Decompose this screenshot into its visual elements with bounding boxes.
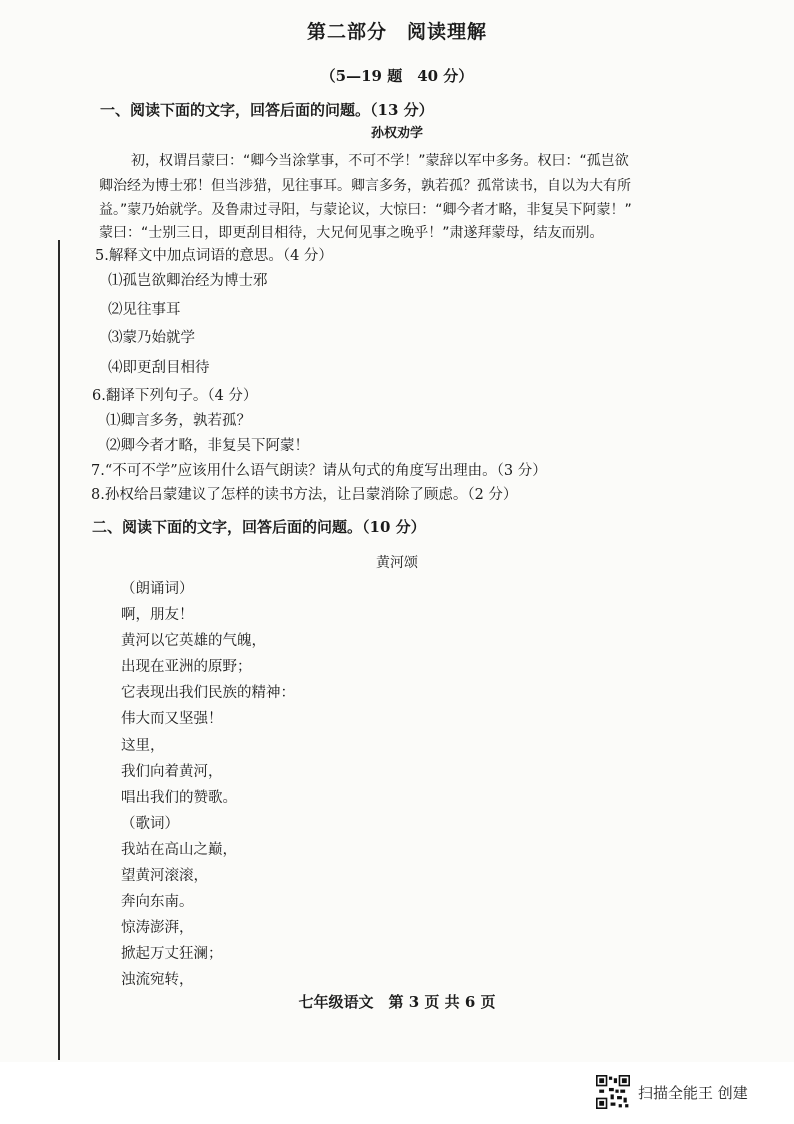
poem-line: 浊流宛转， (121, 972, 194, 988)
section2-heading: 二、阅读下面的文字，回答后面的问题。（10 分） (92, 518, 426, 536)
page-footer: 七年级语文 第 3 页 共 6 页 (298, 993, 496, 1011)
section2-passage-title: 黄河颂 (376, 555, 418, 571)
poem-line: （朗诵词） (121, 581, 194, 597)
question-6: 6.翻译下列句子。（4 分） (92, 388, 258, 404)
poem-line: 它表现出我们民族的精神： (121, 685, 295, 701)
poem-line: 我站在高山之巅， (121, 842, 237, 858)
section1-heading: 一、阅读下面的文字，回答后面的问题。（13 分） (100, 101, 434, 119)
question-5-item: ⑷即更刮目相待 (108, 360, 210, 376)
qr-code-icon (596, 1075, 630, 1109)
poem-line: 啊，朋友！ (121, 607, 194, 623)
watermark-text: 扫描全能王 创建 (638, 1083, 748, 1102)
question-6-item: ⑵卿今者才略，非复吴下阿蒙！ (106, 438, 309, 454)
question-5-item: ⑴孤岂欲卿治经为博士邪 (108, 273, 268, 289)
poem-line: 伟大而又坚强！ (121, 711, 223, 727)
poem-line: 出现在亚洲的原野； (121, 659, 252, 675)
poem-line: 这里， (121, 738, 165, 754)
passage-line: 蒙曰：“士别三日，即更刮目相待，大兄何见事之晚乎！”肃遂拜蒙母，结友而别。 (99, 225, 604, 241)
poem-line: 奔向东南。 (121, 894, 194, 910)
poem-line: 望黄河滚滚， (121, 868, 208, 884)
question-6-item: ⑴卿言多务，孰若孤？ (106, 413, 251, 429)
poem-line: 唱出我们的赞歌。 (121, 790, 237, 806)
poem-line: 黄河以它英雄的气魄， (121, 633, 266, 649)
question-7: 7.“不可不学”应该用什么语气朗读？请从句式的角度写出理由。（3 分） (91, 463, 547, 479)
question-8: 8.孙权给吕蒙建议了怎样的读书方法，让吕蒙消除了顾虑。（2 分） (91, 487, 518, 503)
question-5: 5.解释文中加点词语的意思。（4 分） (95, 248, 333, 264)
poem-line: 掀起万丈狂澜； (121, 946, 223, 962)
scanner-watermark (596, 1074, 748, 1110)
passage-line: 卿治经为博士邪！但当涉猎，见往事耳。卿言多务，孰若孤？孤常读书，自以为大有所 (99, 178, 631, 194)
passage-line: 益。”蒙乃始就学。及鲁肃过寻阳，与蒙论议，大惊曰：“卿今者才略，非复吴下阿蒙！” (99, 202, 632, 218)
section1-passage-title: 孙权劝学 (370, 126, 423, 141)
page-title: 第二部分 阅读理解 (306, 21, 487, 43)
page-subtitle: （5—19 题 40 分） (320, 67, 474, 85)
question-5-item: ⑵见往事耳 (108, 302, 181, 318)
poem-line: 我们向着黄河， (121, 764, 223, 780)
passage-line: 初，权谓吕蒙曰：“卿今当涂掌事，不可不学！”蒙辞以军中多务。权曰：“孤岂欲 (131, 153, 629, 169)
binding-edge-line (58, 240, 60, 1060)
poem-line: 惊涛澎湃， (121, 920, 194, 936)
question-5-item: ⑶蒙乃始就学 (108, 330, 195, 346)
poem-line: （歌词） (121, 816, 179, 832)
